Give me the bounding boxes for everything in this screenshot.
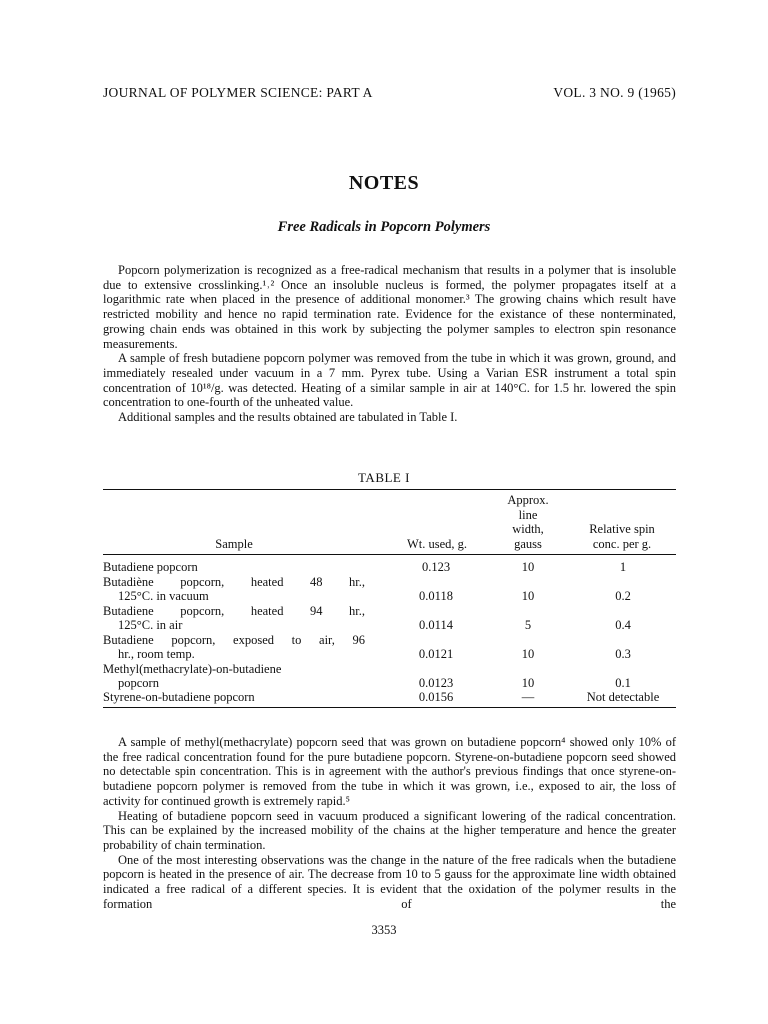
discussion-text (103, 735, 676, 911)
table-cell-rel-spin: 1 (619, 560, 627, 574)
paragraph: Popcorn polymerization is recognized as a free-radical mechanism that results in a polymer that is insoluble due to extensive crosslinking.¹˒² Once an insoluble nucleus is formed, the polymer propagates itself at a logarithmic rate when placed in the presence of additional monomer.³ The growing chains which result have restricted mobility and hence no rapid termination rate. Evidence for the existance of these nonterminated, growing chain ends was obtained in this work by subjecting the polymer samples to electron spin resonance measurements. (103, 263, 676, 351)
table-cell-wt: 0.0123 (418, 676, 454, 690)
table-cell-sample: Butadiene popcorn, heated 94 hr., (103, 604, 365, 618)
paragraph: A sample of methyl(methacrylate) popcorn seed that was grown on butadiene popcorn⁴ showed only 10% of the free radical concentration found for the pure butadiene popcorn. Styrene-on-butadiene popcorn seed showed no detectable spin concentration. This is in agreement with the author's previous findings that once styrene-on-butadiene popcorn polymer is removed from the tube in which it was grown, i.e., exposed to air, the loss of activity for continued growth is extremely rapid.⁵ (103, 735, 676, 808)
table-cell-line-width: 10 (521, 560, 535, 574)
header-line-width: Approx. line width, gauss (507, 493, 549, 551)
paragraph: Additional samples and the results obtained are tabulated in Table I. (118, 410, 458, 425)
table-cell-wt: 0.123 (421, 560, 451, 574)
paragraph: One of the most interesting observations was the change in the nature of the free radicals when the butadiene popcorn is heated in the presence of air. The decrease from 10 to 5 gauss for the approximate line width obtained indicated a free radical of a different species. It is evident that the oxidation of the polymer results in the formation of the (103, 852, 676, 911)
table-cell-sample: Butadiène popcorn, heated 48 hr., (103, 575, 365, 589)
table-cell-sample: Methyl(methacrylate)-on-butadiene (103, 662, 282, 676)
intro-text (103, 263, 676, 425)
table-caption: TABLE I (358, 470, 410, 485)
volume-info: VOL. 3 NO. 9 (1965) (553, 85, 676, 100)
table-cell-line-width: 10 (521, 676, 535, 690)
table-cell-sample-cont: 125°C. in air (118, 618, 183, 632)
table-cell-rel-spin: 0.2 (615, 589, 631, 603)
header-relative-spin: Relative spin conc. per g. (589, 522, 655, 551)
table-header-rule (103, 554, 676, 555)
table-cell-sample-cont: popcorn (118, 676, 159, 690)
page-number: 3353 (371, 923, 397, 937)
article-title: Free Radicals in Popcorn Polymers (277, 219, 491, 235)
header-wt-used: Wt. used, g. (406, 537, 468, 551)
table-cell-line-width: 10 (521, 647, 535, 661)
table-cell-line-width: 5 (524, 618, 532, 632)
table-top-rule (103, 489, 676, 490)
header-sample: Sample (215, 537, 253, 551)
table-cell-sample-cont: hr., room temp. (118, 647, 195, 661)
journal-name: JOURNAL OF POLYMER SCIENCE: PART A (103, 85, 373, 100)
table-cell-wt: 0.0118 (419, 589, 453, 603)
table-bottom-rule (103, 707, 676, 708)
paragraph: Heating of butadiene popcorn seed in vacuum produced a significant lowering of the radical concentration. This can be explained by the increased mobility of the chains at the higher temperature and hence the greater probability of chain termination. (103, 808, 676, 852)
table-cell-wt: 0.0114 (419, 618, 453, 632)
section-title: NOTES (348, 172, 420, 194)
table-cell-rel-spin: Not detectable (586, 690, 660, 704)
table-cell-sample: Butadiene popcorn, exposed to air, 96 (103, 633, 365, 647)
table-cell-sample: Butadiene popcorn (103, 560, 198, 574)
table-cell-wt: 0.0121 (418, 647, 454, 661)
table-cell-rel-spin: 0.3 (615, 647, 631, 661)
paragraph: A sample of fresh butadiene popcorn polymer was removed from the tube in which it was grown, ground, and immediately resealed under vacuum in a 7 mm. Pyrex tube. Using a Varian ESR instrument a total spin concentration of 10¹⁸/g. was detected. Heating of a similar sample in air at 140°C. for 1.5 hr. lowered the spin concentration to one-fourth of the unheated value. (103, 351, 676, 410)
table-cell-line-width: 10 (521, 589, 535, 603)
table-cell-sample-cont: 125°C. in vacuum (118, 589, 209, 603)
table-cell-line-width: — (521, 690, 535, 704)
table-cell-rel-spin: 0.1 (615, 676, 631, 690)
table-cell-rel-spin: 0.4 (615, 618, 631, 632)
table-cell-wt: 0.0156 (418, 690, 454, 704)
table-cell-sample: Styrene-on-butadiene popcorn (103, 690, 255, 704)
